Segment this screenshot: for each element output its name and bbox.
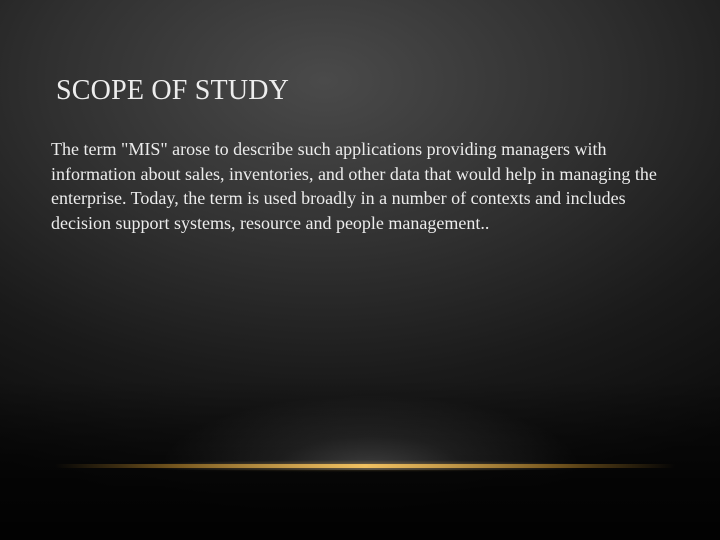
accent-line [55,464,675,468]
slide-title: SCOPE OF STUDY [56,75,290,106]
slide-body-text: The term "MIS" arose to describe such applications providing managers with information about sales, inventories, and other data that would help in managing the enterprise. Today, the term is used broadly in a number of contexts and includes decision support systems, resource and people management.. [51,139,657,233]
spotlight-glow [160,395,580,470]
